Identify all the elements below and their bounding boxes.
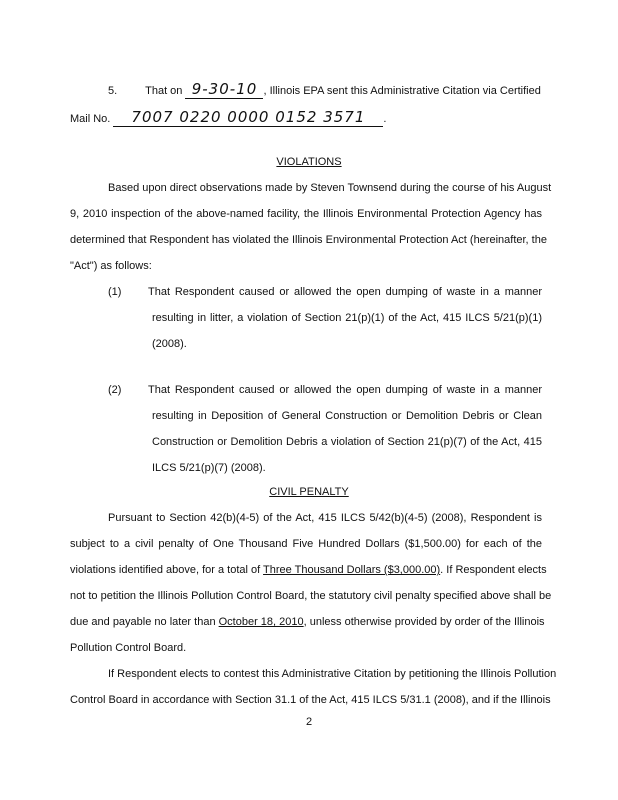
item-2-line-3: Construction or Demolition Debris a violation of Section 21(p)(7) of the Act, 415: [152, 436, 542, 448]
civil-penalty-line-5-pre: due and payable no later than: [70, 616, 216, 628]
civil-penalty-line-2: subject to a civil penalty of One Thousand Five Hundred Dollars ($1,500.00) for each of the: [70, 538, 542, 550]
mail-label: Mail No.: [70, 113, 111, 125]
total-penalty-amount: Three Thousand Dollars ($3,000.00): [263, 564, 441, 576]
civil-penalty-line-5-post: , unless otherwise provided by order of the Illinois: [303, 616, 545, 628]
civil-penalty-line-3-pre: violations identified above, for a total of: [70, 564, 261, 576]
item-1-line-3: (2008).: [152, 338, 187, 350]
item-2-line-4: ILCS 5/21(p)(7) (2008).: [152, 462, 266, 474]
item-2-number: (2): [108, 384, 122, 396]
item-1-number: (1): [108, 286, 122, 298]
civil-penalty-line-8: Control Board in accordance with Section 31.1 of the Act, 415 ILCS 5/31.1 (2008), and if the Illinois: [70, 694, 551, 706]
violations-intro-line-3: determined that Respondent has violated the Illinois Environmental Protection Act (hereinafter, the: [70, 234, 547, 246]
item-1-line-2: resulting in litter, a violation of Section 21(p)(1) of the Act, 415 ILCS 5/21(p)(1): [152, 312, 542, 324]
para5-mid: , Illinois EPA sent this Administrative Citation via Certified: [263, 85, 541, 97]
civil-penalty-line-5: [70, 616, 545, 628]
para5-end: .: [383, 113, 387, 125]
violations-intro-line-2: 9, 2010 inspection of the above-named facility, the Illinois Environmental Protection Agency has: [70, 208, 542, 220]
civil-penalty-heading: CIVIL PENALTY: [269, 486, 349, 498]
violations-intro-line-1: Based upon direct observations made by Steven Townsend during the course of his August: [108, 182, 552, 194]
para5-pre: That on: [145, 85, 183, 97]
civil-penalty-line-6: Pollution Control Board.: [70, 642, 187, 654]
civil-penalty-line-1: Pursuant to Section 42(b)(4-5) of the Act, 415 ILCS 5/42(b)(4-5) (2008), Respondent is: [108, 512, 542, 524]
handwritten-mail-number: 7007 0220 0000 0152 3571: [131, 108, 366, 126]
para5-line1: [108, 80, 541, 99]
item-2-line-1: That Respondent caused or allowed the open dumping of waste in a manner: [148, 384, 542, 396]
handwritten-date: 9-30-10: [191, 80, 258, 98]
civil-penalty-line-3-post: . If Respondent elects: [440, 564, 547, 576]
civil-penalty-line-3: [70, 564, 547, 576]
civil-penalty-line-7: If Respondent elects to contest this Administrative Citation by petitioning the Illinois Pollution: [108, 668, 557, 680]
item-1-line-1: That Respondent caused or allowed the open dumping of waste in a manner: [148, 286, 542, 298]
violations-intro-line-4: "Act") as follows:: [70, 260, 152, 272]
due-date: October 18, 2010: [218, 616, 304, 628]
civil-penalty-line-4: not to petition the Illinois Pollution Control Board, the statutory civil penalty specified above shall be: [70, 590, 552, 602]
item-2-line-2: resulting in Deposition of General Construction or Demolition Debris or Clean: [152, 410, 542, 422]
para5-line2: [70, 108, 386, 127]
violations-heading: VIOLATIONS: [276, 156, 342, 168]
page-number: 2: [305, 716, 313, 728]
para-number: 5.: [108, 85, 118, 97]
